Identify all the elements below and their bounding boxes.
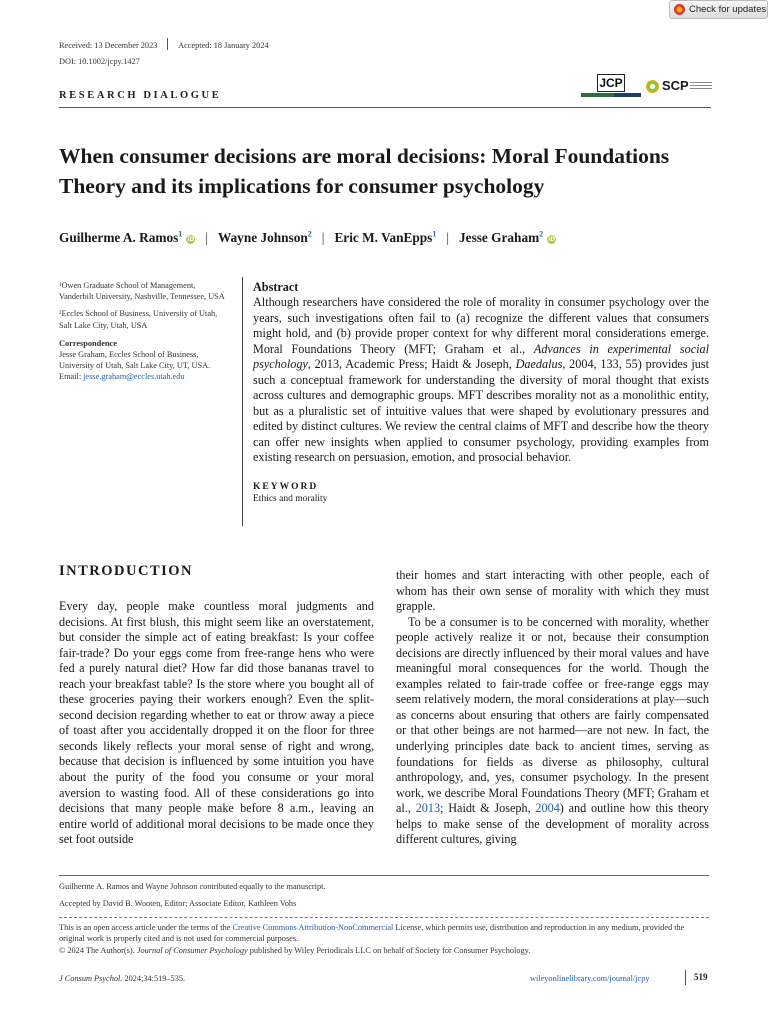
author-separator: | [205,230,208,246]
author-separator: | [321,230,325,246]
footer-divider [685,970,686,985]
received-accepted-line [59,38,269,51]
author-ramos[interactable]: Guilherme A. Ramos$^1$iD [59,230,195,246]
section-label: RESEARCH DIALOGUE [59,90,222,101]
cc-license-link[interactable]: Creative Commons Attribution-NonCommercial [232,923,394,932]
check-updates-label: Check for updates [689,4,767,15]
affiliation-2: ²Eccles School of Business, University of Utah, Salt Lake City, Utah, USA [59,309,218,330]
footnote-editor: Accepted by David B. Wooten, Editor; Associate Editor, Kathleen Vohs [59,899,297,908]
author-separator: | [446,230,450,246]
abstract-text: Although researchers have considered the role of morality in consumer psychology over the years, such investigations often fail to (a) recognize the different values that consumers might hold, and (b) provide proper context for why different moral considerations emerge. Moral Foundations Theory (MFT; Graham et al., Advances in experimental social psychology, 2013, Academic Press; Haidt & Joseph, Daedalus, 2004, 133, 55) provides just such a conceptual framework for understanding the diversity of moral thought that exists across cultures and demographic groups. MFT describes morality not as a monolithic entity, but as a pluralistic set of intuitive values that were shaped by evolutionary pressures and edited by distinct cultures. We review the central claims of MFT and describe how the theory can offer new insights when applied to consumer psychology, providing examples from existing research on persuasion, emotion, and prosocial behavior. [253,295,710,465]
affiliation-1: ¹Owen Graduate School of Management, Vanderbilt University, Nashville, Tennessee, USA [59,281,225,302]
author-graham[interactable]: Jesse Graham$^2$iD [459,230,556,246]
citation-link-2013[interactable]: 2013 [415,801,441,816]
correspondence-heading: Correspondence [59,338,117,348]
accepted-date: Accepted: 18 January 2024 [178,41,269,50]
footnote-rule [59,875,709,876]
scp-logo-mark [646,80,659,93]
email-line: Email: jesse.graham@eccles.utah.edu [59,372,185,382]
email-link[interactable]: jesse.graham@eccles.utah.edu [83,372,185,382]
scp-logo [646,78,712,94]
check-for-updates-button[interactable] [669,0,768,19]
copyright-text: © 2024 The Author(s). Journal of Consumer Psychology published by Wiley Periodicals LLC on behalf of Society for Consumer Psychology. [59,946,531,955]
page-number: 519 [694,972,708,982]
journal-url[interactable]: wileyonlinelibrary.com/journal/jcpy [530,974,650,983]
scp-logo-lines [690,82,712,91]
doi: DOI: 10.1002/jcpy.1427 [59,57,140,66]
scp-logo-text: SCP [662,78,689,93]
abstract-heading: Abstract [253,280,299,294]
intro-left-column [59,599,374,848]
jcp-logo-text: JCP [597,74,625,92]
received-date: Received: 13 December 2023 [59,41,158,50]
intro-right-column [396,568,709,848]
intro-paragraph-2: To be a consumer is to be concerned with morality, whether people actively realize it or not, because their consumption decisions are directly influenced by their moral values and have meaningful moral consequences for the world. Though the examples related to fair-trade coffee or free-range eggs may seem relatively modern, the moral considerations at play—such as concerns about ensuring that others are fairly compensated or that other beings are not harmed—are not new. In fact, the underlying principles date back to ancient times, serving as foundations for fields as diverse as philosophy, cultural anthropology, and, yes, consumer psychology. In the present work, we describe Moral Foundations Theory (MFT; Graham et al., 2013; Haidt & Joseph, 2004) and outline how this theory helps to make sense of the development of morality across different cultures, giving [396,614,709,847]
orcid-icon[interactable]: iD [548,236,556,244]
affiliations [59,280,229,383]
abstract [253,280,709,506]
author-list [59,230,556,246]
header-rule [59,107,711,108]
abstract-rule [242,277,243,526]
author-johnson[interactable]: Wayne Johnson$^2$ [217,230,312,246]
header-divider [167,38,168,50]
correspondence-text: Jesse Graham, Eccles School of Business, University of Utah, Salt Lake City, UT, USA. [59,350,211,371]
citation-link-2004[interactable]: 2004 [535,801,560,816]
footnote-equal-contribution: Guilherme A. Ramos and Wayne Johnson contributed equally to the manuscript. [59,882,326,891]
intro-paragraph-1-cont: their homes and start interacting with other people, each of whom has their own sense of morality with which they must grapple. [396,568,709,614]
article-title: When consumer decisions are moral decisions: Moral Foundations Theory and its implications for consumer psychology [59,144,670,198]
orcid-icon[interactable]: iD [187,236,195,244]
jcp-logo [581,74,641,98]
author-vanepps[interactable]: Eric M. VanEpps$^1$ [334,230,437,246]
keyword-heading: KEYWORD [253,482,319,493]
journal-citation: J Consum Psychol. 2024;34:519–535. [59,974,186,983]
intro-paragraph-1: Every day, people make countless moral judgments and decisions. At first blush, this might seem like an overstatement, but consider the simple act of eating breakfast: Is your coffee fair-trade? Do your eggs come from free-range hens who were fed a purely natural diet? How far did those bananas travel to reach your breakfast table? Is the store where you bought all of these groceries paying their workers enough? Even the split-second decision regarding whether to eat or throw away a piece of toast after you accidentally dropped it on the floor for three seconds likely reflects your moral sense of right and wrong, because that decision is influenced by some intuition you have about the purity of the food you consume or your moral aversion to wasting food. All of these considerations go into decisions that many people make before 8 a.m., leaving an entire world of additional moral decisions to be made once they set foot outside [59,599,374,847]
keyword-text: Ethics and morality [253,494,328,505]
jcp-logo-bar [581,93,641,97]
license-rule [59,917,709,918]
check-updates-icon [674,4,685,15]
introduction-heading: INTRODUCTION [59,563,194,579]
license-text: This is an open access article under the terms of the Creative Commons Attribution-NonCommercial License, which permits use, distribution and reproduction in any medium, provided the original work is properly cited and is not used for commercial purposes. [59,923,685,944]
